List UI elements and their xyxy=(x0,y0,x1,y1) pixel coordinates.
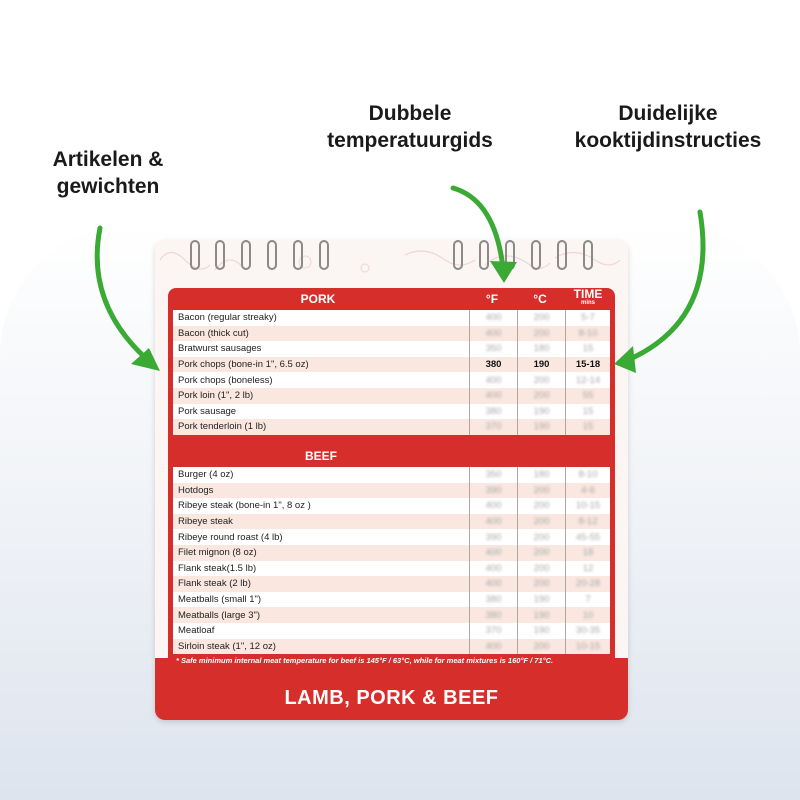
row-fahrenheit: 390 xyxy=(469,529,517,545)
spiral-ring xyxy=(215,240,225,270)
row-item-name: Ribeye steak xyxy=(178,516,233,528)
row-celsius: 200 xyxy=(517,326,565,342)
row-item-name: Pork chops (bone-in 1", 6.5 oz) xyxy=(178,359,309,371)
row-item-name: Bacon (thick cut) xyxy=(178,327,249,339)
row-item-name: Meatballs (small 1") xyxy=(178,594,262,606)
row-fahrenheit: 400 xyxy=(469,498,517,514)
callout-items-weights: Artikelen & gewichten xyxy=(52,148,164,199)
row-item-name: Pork loin (1", 2 lb) xyxy=(178,390,254,402)
table-row xyxy=(173,326,610,342)
row-fahrenheit: 380 xyxy=(469,592,517,608)
table-row xyxy=(173,419,610,435)
row-fahrenheit: 350 xyxy=(469,341,517,357)
row-celsius: 190 xyxy=(517,404,565,420)
row-item-name: Hotdogs xyxy=(178,484,214,496)
callout-dual-temperature: Dubbele temperatuurgids xyxy=(327,102,493,153)
table-row xyxy=(173,404,610,420)
row-fahrenheit: 400 xyxy=(469,310,517,326)
row-fahrenheit: 380 xyxy=(469,404,517,420)
row-fahrenheit: 400 xyxy=(469,372,517,388)
pork-title: PORK xyxy=(300,292,336,306)
table-row xyxy=(173,592,610,608)
row-celsius: 190 xyxy=(517,607,565,623)
row-item-name: Bacon (regular streaky) xyxy=(178,312,277,324)
row-celsius: 200 xyxy=(517,529,565,545)
row-celsius: 180 xyxy=(517,467,565,483)
table-row xyxy=(173,357,610,373)
time-header-label: TIME xyxy=(573,287,603,301)
row-item-name: Pork sausage xyxy=(178,405,237,417)
row-fahrenheit: 380 xyxy=(469,607,517,623)
table-row xyxy=(173,607,610,623)
row-celsius: 180 xyxy=(517,341,565,357)
row-item-name: Flank steak (2 lb) xyxy=(178,578,251,590)
table-row xyxy=(173,623,610,639)
spiral-ring xyxy=(583,240,593,270)
callout-cooking-time: Duidelijke kooktijdinstructies xyxy=(574,102,762,153)
row-celsius: 200 xyxy=(517,576,565,592)
row-time: 10-15 xyxy=(565,639,610,655)
row-time: 8-10 xyxy=(565,326,610,342)
row-celsius: 200 xyxy=(517,639,565,655)
safety-note: * Safe minimum internal meat temperature for beef is 145°F / 63°C, while for meat mixtures is 160°F / 71°C. xyxy=(176,656,554,665)
row-time: 20-28 xyxy=(565,576,610,592)
pork-header xyxy=(168,288,615,310)
row-celsius: 190 xyxy=(517,623,565,639)
row-celsius: 190 xyxy=(517,419,565,435)
row-item-name: Burger (4 oz) xyxy=(178,469,234,481)
row-celsius: 200 xyxy=(517,388,565,404)
row-item-name: Pork tenderloin (1 lb) xyxy=(178,421,267,433)
table-row xyxy=(173,467,610,483)
row-item-name: Filet mignon (8 oz) xyxy=(178,547,257,559)
beef-title: BEEF xyxy=(304,449,337,463)
table-row xyxy=(173,576,610,592)
beef-table xyxy=(173,467,610,654)
row-time: 10 xyxy=(565,607,610,623)
row-celsius: 190 xyxy=(517,592,565,608)
spiral-ring xyxy=(557,240,567,270)
row-item-name: Meatloaf xyxy=(178,625,215,637)
table-row xyxy=(173,561,610,577)
table-row xyxy=(173,483,610,499)
row-fahrenheit: 400 xyxy=(469,326,517,342)
row-celsius: 200 xyxy=(517,483,565,499)
row-fahrenheit: 400 xyxy=(469,639,517,655)
pork-table xyxy=(173,310,610,435)
celsius-header: °C xyxy=(533,292,547,306)
row-item-name: Bratwurst sausages xyxy=(178,343,262,355)
row-fahrenheit: 380 xyxy=(469,357,517,373)
table-row xyxy=(173,388,610,404)
table-row xyxy=(173,372,610,388)
table-row xyxy=(173,529,610,545)
row-fahrenheit: 400 xyxy=(469,561,517,577)
row-item-name: Sirloin steak (1", 12 oz) xyxy=(178,640,276,652)
spiral-ring xyxy=(267,240,277,270)
row-time: 12 xyxy=(565,561,610,577)
row-time: 10-15 xyxy=(565,498,610,514)
spiral-ring xyxy=(293,240,303,270)
row-fahrenheit: 390 xyxy=(469,483,517,499)
row-fahrenheit: 400 xyxy=(469,576,517,592)
spiral-ring xyxy=(453,240,463,270)
row-item-name: Meatballs (large 3") xyxy=(178,609,261,621)
row-item-name: Flank steak(1.5 lb) xyxy=(178,562,257,574)
table-row xyxy=(173,639,610,655)
row-time: 8-10 xyxy=(565,467,610,483)
row-item-name: Ribeye round roast (4 lb) xyxy=(178,531,283,543)
spiral-ring xyxy=(241,240,251,270)
row-fahrenheit: 400 xyxy=(469,514,517,530)
recipe-card xyxy=(155,240,628,720)
row-time: 8-12 xyxy=(565,514,610,530)
row-celsius: 190 xyxy=(517,357,565,373)
spiral-ring xyxy=(505,240,515,270)
table-row xyxy=(173,545,610,561)
fahrenheit-header: °F xyxy=(485,292,499,306)
card-footer-title: LAMB, PORK & BEEF xyxy=(284,687,499,709)
time-header-unit: mins xyxy=(580,300,595,306)
spiral-ring xyxy=(190,240,200,270)
row-celsius: 200 xyxy=(517,514,565,530)
row-time: 7 xyxy=(565,592,610,608)
table-row xyxy=(173,310,610,326)
row-time: 45-55 xyxy=(565,529,610,545)
row-fahrenheit: 370 xyxy=(469,419,517,435)
row-fahrenheit: 400 xyxy=(469,388,517,404)
spiral-ring xyxy=(319,240,329,270)
row-celsius: 200 xyxy=(517,545,565,561)
row-celsius: 200 xyxy=(517,310,565,326)
row-item-name: Ribeye steak (bone-in 1", 8 oz ) xyxy=(178,500,311,512)
row-fahrenheit: 370 xyxy=(469,623,517,639)
time-header xyxy=(564,287,612,308)
row-fahrenheit: 400 xyxy=(469,545,517,561)
row-item-name: Pork chops (boneless) xyxy=(178,374,273,386)
table-row xyxy=(173,341,610,357)
table-row xyxy=(173,498,610,514)
row-time: 5-7 xyxy=(565,310,610,326)
row-celsius: 200 xyxy=(517,372,565,388)
row-time: 15-18 xyxy=(565,357,610,373)
row-time: 15 xyxy=(565,404,610,420)
row-time: 15 xyxy=(565,419,610,435)
row-time: 30-35 xyxy=(565,623,610,639)
row-celsius: 200 xyxy=(517,498,565,514)
table-frame xyxy=(168,288,615,668)
row-celsius: 200 xyxy=(517,561,565,577)
spiral-ring xyxy=(531,240,541,270)
row-time: 15 xyxy=(565,341,610,357)
row-time: 18 xyxy=(565,545,610,561)
spiral-ring xyxy=(479,240,489,270)
row-time: 55 xyxy=(565,388,610,404)
row-time: 4-6 xyxy=(565,483,610,499)
row-time: 12-14 xyxy=(565,372,610,388)
beef-header xyxy=(173,445,610,467)
table-row xyxy=(173,514,610,530)
row-fahrenheit: 350 xyxy=(469,467,517,483)
